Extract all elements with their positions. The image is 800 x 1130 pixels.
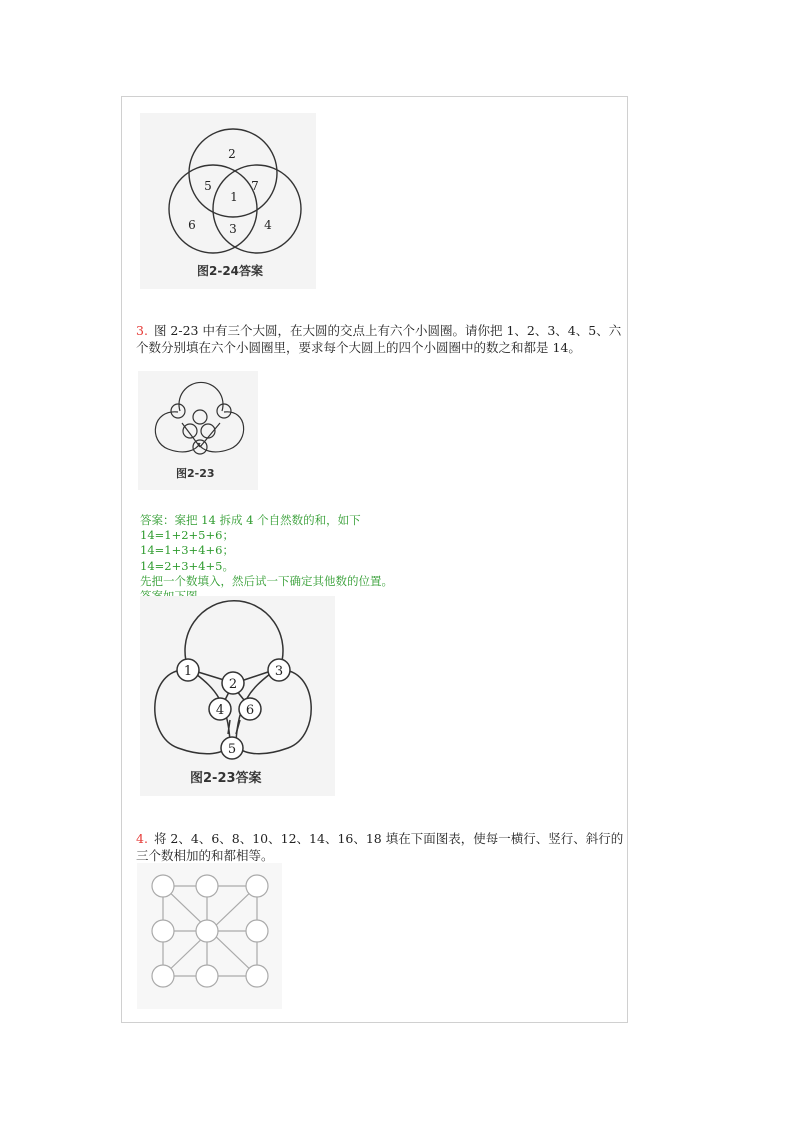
small-circle [183, 424, 197, 438]
venn-number: 2 [228, 147, 236, 161]
grid-circle [196, 875, 218, 897]
answer-line: 答案：案把 14 拆成 4 个自然数的和，如下 [140, 513, 361, 527]
answer-number: 5 [227, 742, 237, 757]
small-circle [217, 404, 231, 418]
circles-answer-figure [140, 596, 335, 796]
figure-caption: 图2-24答案 [197, 264, 264, 278]
venn-number: 5 [204, 179, 212, 193]
venn-number: 4 [264, 218, 272, 232]
venn-number: 6 [188, 218, 196, 232]
small-circle [171, 404, 185, 418]
answer-number: 3 [274, 664, 284, 679]
question-4 [136, 830, 628, 864]
grid-circle [196, 965, 218, 987]
grid-puzzle-figure [137, 863, 282, 1009]
small-circle [193, 410, 207, 424]
grid-circle [152, 875, 174, 897]
figure-caption: 图2-23答案 [190, 771, 262, 786]
answer-line: 14=2+3+4+5。 [140, 558, 234, 573]
grid-circle [246, 965, 268, 987]
answer-3 [140, 513, 620, 604]
venn-number: 3 [229, 222, 237, 236]
answer-line: 先把一个数填入，然后试一下确定其他数的位置。 [140, 573, 393, 588]
answer-number: 6 [245, 703, 255, 718]
question-3 [136, 322, 628, 356]
question-text: 将 2、4、6、8、10、12、14、16、18 填在下面图表，使每一横行、竖行、斜行的三个数相加的和都相等。 [136, 831, 624, 863]
answer-number: 2 [228, 677, 238, 692]
grid-circle [246, 920, 268, 942]
circles-puzzle-figure [138, 371, 258, 490]
grid-circle [246, 875, 268, 897]
figure-caption: 图2-23 [176, 467, 215, 480]
answer-line: 14=1+2+5+6； [140, 528, 234, 543]
grid-circle [152, 965, 174, 987]
question-text: 图 2-23 中有三个大圆，在大圆的交点上有六个小圆圈。请你把 1、2、3、4、5、六个数分别填在六个小圆圈里，要求每个大圆上的四个小圆圈中的数之和都是 14。 [136, 323, 622, 355]
venn-answer-figure [140, 113, 316, 289]
grid-circle [152, 920, 174, 942]
answer-number: 1 [183, 664, 193, 679]
answer-line: 14=1+3+4+6； [140, 543, 234, 558]
answer-number: 4 [215, 703, 225, 718]
venn-number: 1 [230, 190, 238, 204]
question-number: 3. [136, 323, 148, 338]
question-number: 4. [136, 831, 148, 846]
venn-number: 7 [251, 179, 259, 193]
grid-circle [196, 920, 218, 942]
